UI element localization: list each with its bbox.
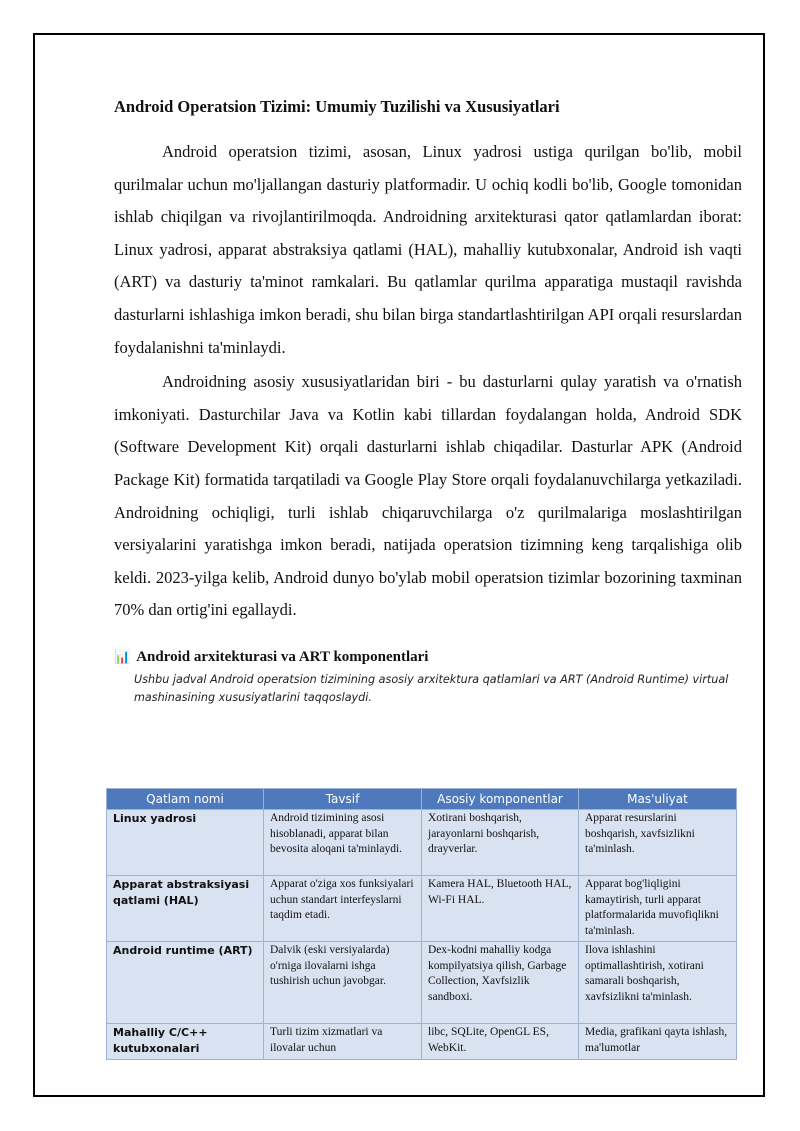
table-cell: Apparat o'ziga xos funksiyalari uchun standart interfeyslarni taqdim etadi.: [264, 876, 422, 942]
table-cell: Apparat abstraksiyasi qatlami (HAL): [107, 876, 264, 942]
table-cell: Android runtime (ART): [107, 942, 264, 1024]
table-header-row: [107, 789, 737, 810]
table-cell: Apparat bog'liqligini kamaytirish, turli apparat platformalarida muvofiqlikni ta'minlash.: [579, 876, 737, 942]
header-cell: Mas'uliyat: [579, 789, 737, 810]
table-caption: Ushbu jadval Android operatsion tizimining asosiy arxitektura qatlamlari va ART (Android Runtime) virtual mashinasining xususiyatlarini taqqoslaydi.: [134, 672, 729, 704]
paragraph-2: Androidning asosiy xususiyatlaridan biri - bu dasturlarni qulay yaratish va o'rnatish imkoniyati. Dasturchilar Java va Kotlin kabi tillardan foydalangan holda, Android SDK (Software Development Kit) orqali dasturlarni ishlab chiqadilar. Dasturlar APK (Android Package Kit) formatida tarqatiladi va Google Play Store orqali foydalanuvchilarga yetkaziladi. Androidning ochiqligi, turli ishlab chiqaruvchilarga o'z qurilmalariga moslashtirilgan versiyalarini yaratishga imkon beradi, natijada operatsion tizimning keng tarqalishiga olib keldi. 2023-yilga kelib, Android dunyo bo'ylab mobil operatsion tizimlar bozorining taxminan 70% dan ortig'ini egallaydi.: [114, 372, 742, 620]
architecture-table: [106, 788, 737, 1060]
table-cell: Xotirani boshqarish, jarayonlarni boshqarish, drayverlar.: [422, 810, 579, 876]
header-cell: Asosiy komponentlar: [422, 789, 579, 810]
table-cell: Kamera HAL, Bluetooth HAL, Wi-Fi HAL.: [422, 876, 579, 942]
table-row: [107, 1024, 737, 1060]
table-cell: Android tizimining asosi hisoblanadi, apparat bilan bevosita aloqani ta'minlaydi.: [264, 810, 422, 876]
table-row: [107, 810, 737, 876]
table-cell: Apparat resurslarini boshqarish, xavfsizlikni ta'minlash.: [579, 810, 737, 876]
header-cell: Qatlam nomi: [107, 789, 264, 810]
table-cell: Mahalliy C/C++ kutubxonalari: [107, 1024, 264, 1060]
header-cell: Tavsif: [264, 789, 422, 810]
document-body: [114, 96, 742, 713]
section-title: Android arxitekturasi va ART komponentlari: [136, 648, 429, 665]
table-cell: libc, SQLite, OpenGL ES, WebKit.: [422, 1024, 579, 1060]
table-row: [107, 876, 737, 942]
table-cell: Ilova ishlashini optimallashtirish, xotirani samarali boshqarish, xavfsizlikni ta'minlash.: [579, 942, 737, 1024]
table-row: [107, 942, 737, 1024]
table-cell: Dalvik (eski versiyalarda) o'rniga ilovalarni ishga tushirish uchun javobgar.: [264, 942, 422, 1024]
paragraph-1: Android operatsion tizimi, asosan, Linux yadrosi ustiga qurilgan bo'lib, mobil qurilmalar uchun mo'ljallangan dasturiy platformadir. U ochiq kodli bo'lib, Google tomonidan ishlab chiqilgan va rivojlantirilmoqda. Androidning arxitekturasi qator qatlamlardan iborat: Linux yadrosi, apparat abstraksiya qatlami (HAL), mahalliy kutubxonalar, Android ish vaqti (ART) va dasturiy ta'minot ramkalari. Bu qatlamlar qurilma apparatiga mustaqil ravishda dasturlarni ishlashiga imkon beradi, shu bilan birga standartlashtirilgan API orqali resurslardan foydalanishni ta'minlaydi.: [114, 142, 742, 357]
bar-chart-icon: 📊: [114, 649, 131, 665]
table-cell: Dex-kodni mahalliy kodga kompilyatsiya qilish, Garbage Collection, Xavfsizlik sandboxi.: [422, 942, 579, 1024]
document-title: Android Operatsion Tizimi: Umumiy Tuzilishi va Xususiyatlari: [114, 97, 560, 116]
table-cell: Turli tizim xizmatlari va ilovalar uchun: [264, 1024, 422, 1060]
table-cell: Linux yadrosi: [107, 810, 264, 876]
table-cell: Media, grafikani qayta ishlash, ma'lumotlar: [579, 1024, 737, 1060]
section-heading: [114, 649, 742, 666]
